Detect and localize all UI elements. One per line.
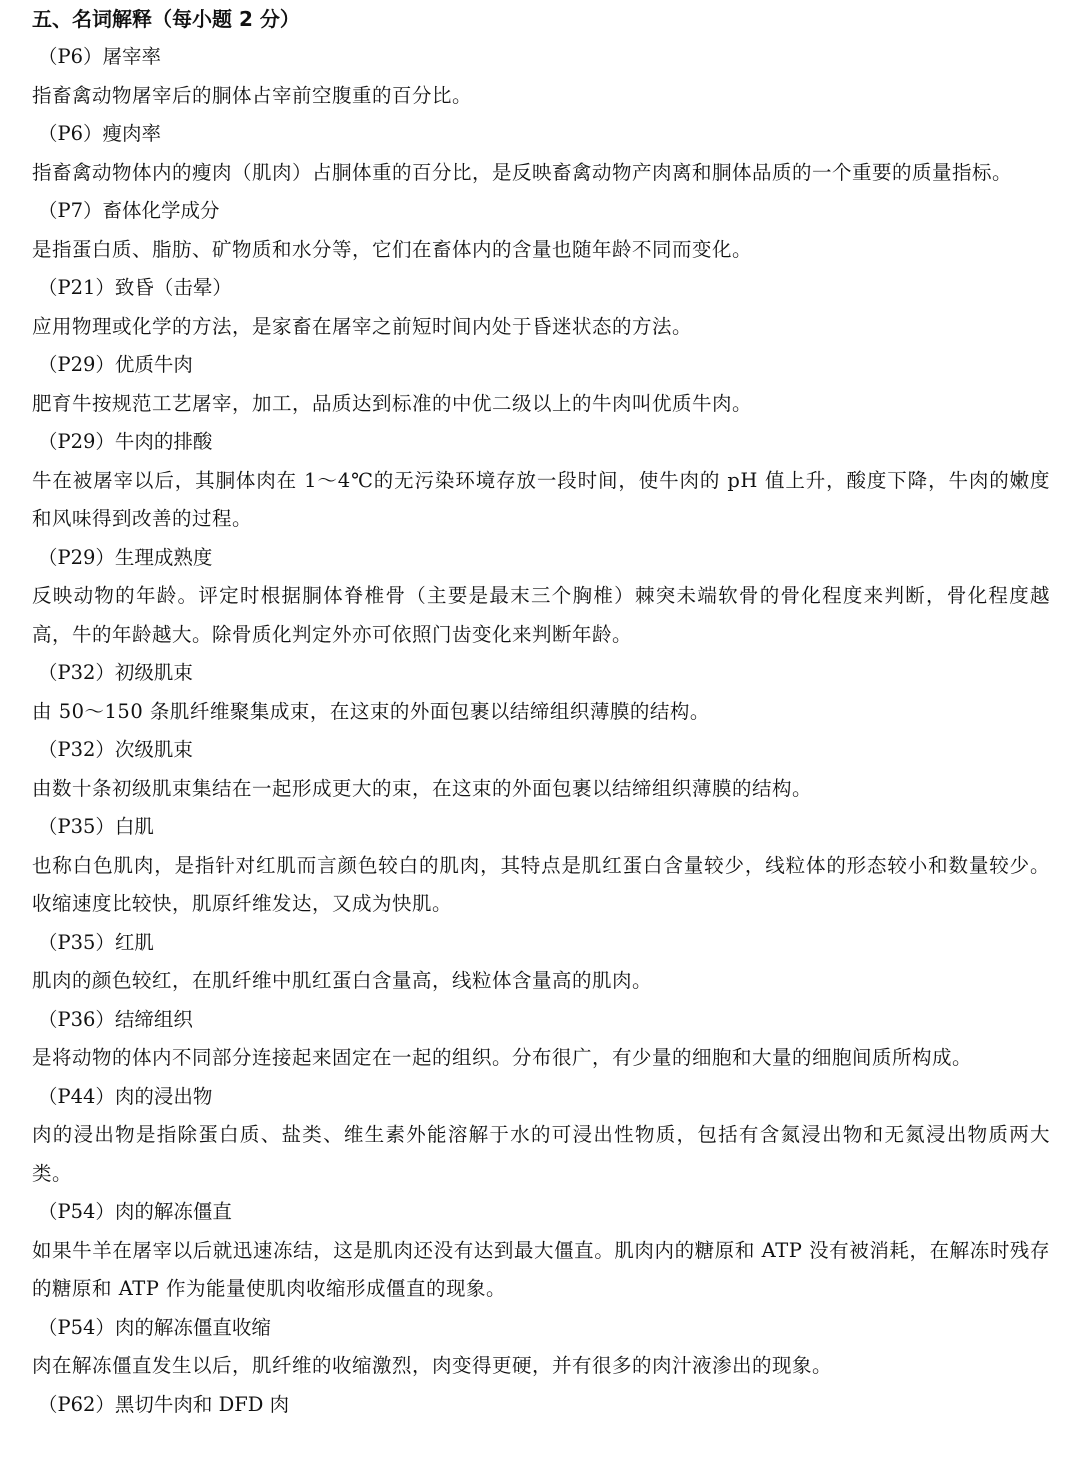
term-definition: 肉在解冻僵直发生以后，肌纤维的收缩激烈，肉变得更硬，并有很多的肉汁液渗出的现象。	[32, 1354, 833, 1377]
term-heading: （P32）次级肌束	[38, 738, 193, 761]
term-definition: 是指蛋白质、脂肪、矿物质和水分等，它们在畜体内的含量也随年龄不同而变化。	[32, 237, 753, 261]
term-heading: （P29）生理成熟度	[38, 545, 213, 569]
term-entry	[32, 539, 1050, 655]
term-definition: 反映动物的年龄。评定时根据胴体脊椎骨（主要是最末三个胸椎）棘突未端软骨的骨化程度来判断，骨化程度越高，牛的年龄越大。除骨质化判定外亦可依照门齿变化来判断年龄。	[32, 584, 1050, 646]
term-definition: 肥育牛按规范工艺屠宰，加工，品质达到标准的中优二级以上的牛肉叫优质牛肉。	[32, 391, 753, 415]
term-definition: 指畜禽动物体内的瘦肉（肌肉）占胴体重的百分比，是反映畜禽动物产肉离和胴体品质的一个重要的质量指标。	[32, 160, 1013, 184]
term-entry	[32, 1078, 1050, 1194]
term-heading: （P36）结缔组织	[38, 1007, 193, 1031]
term-heading: （P44）肉的浸出物	[38, 1084, 213, 1108]
term-entry	[32, 192, 1050, 269]
term-heading: （P35）白肌	[38, 815, 154, 838]
term-definition: 是将动物的体内不同部分连接起来固定在一起的组织。分布很广，有少量的细胞和大量的细胞间质所构成。	[32, 1046, 973, 1069]
term-definition: 肉的浸出物是指除蛋白质、盐类、维生素外能溶解于水的可浸出性物质，包括有含氮浸出物和无氮浸出物质两大类。	[32, 1123, 1050, 1185]
term-heading: （P54）肉的解冻僵直收缩	[38, 1315, 271, 1339]
term-entry	[32, 1193, 1050, 1309]
term-heading: （P6）瘦肉率	[38, 122, 162, 145]
term-definition: 肌肉的颜色较红，在肌纤维中肌红蛋白含量高，线粒体含量高的肌肉。	[32, 969, 653, 992]
term-entry	[32, 1309, 1050, 1386]
term-entry	[32, 115, 1050, 192]
term-entry	[32, 654, 1050, 731]
term-definition: 也称白色肌肉，是指针对红肌而言颜色较白的肌肉，其特点是肌红蛋白含量较少，线粒体的形态较小和数量较少。收缩速度比较快，肌原纤维发达，又成为快肌。	[32, 853, 1050, 915]
term-entry	[32, 346, 1050, 423]
term-entry	[32, 423, 1050, 539]
term-entry	[32, 1001, 1050, 1078]
term-definition: 应用物理或化学的方法，是家畜在屠宰之前短时间内处于昏迷状态的方法。	[32, 314, 693, 338]
term-entry	[32, 808, 1050, 924]
term-heading: （P29）牛肉的排酸	[38, 430, 213, 453]
term-heading: （P29）优质牛肉	[38, 353, 193, 376]
term-entry	[32, 924, 1050, 1001]
term-definition: 由 50～150 条肌纤维聚集成束，在这束的外面包裹以结缔组织薄膜的结构。	[32, 699, 710, 723]
term-definition: 指畜禽动物屠宰后的胴体占宰前空腹重的百分比。	[32, 83, 473, 107]
term-heading: （P6）屠宰率	[38, 45, 162, 68]
term-heading: （P21）致昏（击晕）	[38, 276, 232, 299]
term-heading: （P54）肉的解冻僵直	[38, 1200, 232, 1223]
term-list	[32, 38, 1050, 1424]
term-heading: （P35）红肌	[38, 930, 154, 954]
section-title: 五、名词解释（每小题 2 分）	[32, 7, 300, 31]
term-heading: （P62）黑切牛肉和 DFD 肉	[38, 1392, 290, 1416]
term-definition: 牛在被屠宰以后，其胴体肉在 1～4℃的无污染环境存放一段时间，使牛肉的 pH 值上升，酸度下降，牛肉的嫩度和风味得到改善的过程。	[32, 468, 1050, 530]
term-entry	[32, 269, 1050, 346]
term-entry	[32, 1386, 1050, 1425]
term-definition: 如果牛羊在屠宰以后就迅速冻结，这是肌肉还没有达到最大僵直。肌肉内的糖原和 ATP 没有被消耗，在解冻时残存的糖原和 ATP 作为能量使肌肉收缩形成僵直的现象。	[32, 1238, 1050, 1300]
term-entry	[32, 731, 1050, 808]
term-entry	[32, 38, 1050, 115]
term-definition: 由数十条初级肌束集结在一起形成更大的束，在这束的外面包裹以结缔组织薄膜的结构。	[32, 776, 813, 800]
term-heading: （P7）畜体化学成分	[38, 199, 220, 222]
term-heading: （P32）初级肌束	[38, 661, 193, 684]
